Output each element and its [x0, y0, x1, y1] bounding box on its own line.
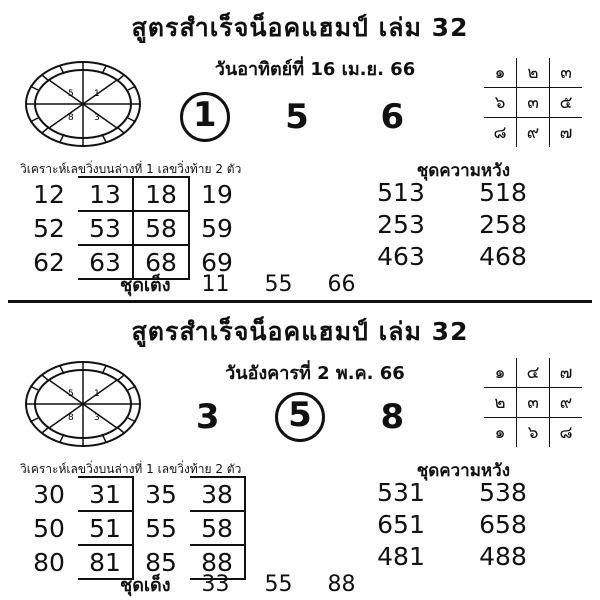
svg-text:8: 8 — [68, 413, 74, 423]
thai-numeral-cell: ๕ — [550, 88, 583, 118]
thai-numeral-cell: ๗ — [550, 118, 583, 148]
thai-numeral-cell: ๖ — [484, 88, 517, 118]
number-cell-highlighted: 18 — [133, 177, 189, 211]
triple-cell: 513 — [377, 177, 425, 207]
triple-cell: 468 — [479, 241, 527, 271]
number-cell: 50 — [33, 513, 65, 543]
number-cell: 80 — [33, 547, 65, 577]
number-cell: 55 — [145, 513, 177, 543]
wheel-emblem — [22, 358, 144, 450]
thai-numeral-cell: ๙ — [517, 118, 550, 148]
triple-cell: 463 — [377, 241, 425, 271]
hope-set-header: ชุดความหวัง — [416, 161, 510, 181]
table-row — [21, 177, 245, 211]
thai-numeral-cell: ๖ — [517, 418, 550, 448]
draw-date: วันอาทิตย์ที่ 16 เม.ย. 66 — [214, 59, 416, 80]
main-digits-row — [160, 92, 440, 142]
main-digit-2: 5 — [285, 97, 309, 137]
thai-numeral-cell: ๘ — [484, 118, 517, 148]
triple-cell: 651 — [377, 509, 425, 539]
table-row — [350, 508, 554, 540]
number-cell-highlighted: 13 — [77, 177, 133, 211]
thai-numeral-cell: ๗ — [550, 358, 583, 388]
triple-cell: 258 — [479, 209, 527, 239]
footer-number: 55 — [264, 572, 293, 597]
number-cell-highlighted: 88 — [189, 545, 245, 579]
panel-bottom — [0, 300, 600, 600]
footer-number: 66 — [327, 272, 356, 297]
number-cell: 19 — [201, 179, 233, 209]
svg-text:8: 8 — [68, 113, 74, 123]
svg-text:1: 1 — [94, 389, 100, 399]
number-cell-highlighted: 81 — [77, 545, 133, 579]
thai-numeral-cell: ๘ — [550, 418, 583, 448]
number-cell: 59 — [201, 213, 233, 243]
svg-text:1: 1 — [94, 89, 100, 99]
table-row — [484, 388, 582, 418]
table-row — [484, 88, 582, 118]
thai-numeral-cell: ๒ — [517, 58, 550, 88]
table-row — [350, 240, 554, 272]
draw-date: วันอังคารที่ 2 พ.ค. 66 — [225, 363, 405, 384]
main-digit-3: 8 — [380, 397, 405, 437]
wheel-emblem — [22, 58, 144, 150]
svg-text:3: 3 — [94, 113, 100, 123]
number-cell-highlighted: 68 — [133, 245, 189, 279]
number-cell: 69 — [201, 247, 233, 277]
footer-set — [120, 270, 370, 299]
number-cell: 52 — [33, 213, 65, 243]
thai-numeral-grid — [484, 58, 582, 147]
thai-numeral-cell: ๔ — [517, 358, 550, 388]
triple-cell: 518 — [479, 177, 527, 207]
number-cell-highlighted: 53 — [77, 211, 133, 245]
table-row — [484, 118, 582, 148]
footer-label: ชุดเด็ง — [120, 575, 171, 596]
triple-cell: 531 — [377, 477, 425, 507]
svg-text:3: 3 — [94, 413, 100, 423]
triple-cell: 481 — [377, 541, 425, 571]
number-cell: 85 — [145, 547, 177, 577]
table-row — [350, 176, 554, 208]
footer-number: 33 — [201, 572, 230, 597]
footer-number: 55 — [264, 272, 293, 297]
number-cell-highlighted: 58 — [133, 211, 189, 245]
svg-text:5: 5 — [68, 89, 74, 99]
table-row — [21, 477, 245, 511]
footer-number: 11 — [201, 272, 230, 297]
three-digit-pairs — [350, 476, 554, 572]
number-cell-highlighted: 63 — [77, 245, 133, 279]
table-row — [21, 211, 245, 245]
thai-numeral-grid — [484, 358, 582, 447]
number-cell-highlighted: 58 — [189, 511, 245, 545]
triple-cell: 658 — [479, 509, 527, 539]
main-digit-1: 3 — [195, 397, 220, 437]
page-title: สูตรสำเร็จน็อคแฮมป์ เล่ม 32 — [131, 317, 469, 346]
triple-cell: 488 — [479, 541, 527, 571]
thai-numeral-cell: ๓ — [550, 58, 583, 88]
table-row — [21, 511, 245, 545]
table-row — [484, 418, 582, 448]
thai-numeral-cell: ๒ — [484, 388, 517, 418]
table-row — [350, 208, 554, 240]
number-cell-highlighted: 51 — [77, 511, 133, 545]
two-digit-grid — [20, 176, 246, 280]
analysis-note: วิเคราะห์เลขวิ่งบนล่างที่ 1 เลขวิ่งท้าย 2 ตัว — [20, 162, 242, 176]
table-row — [350, 476, 554, 508]
main-digits-row — [160, 392, 440, 442]
footer-set — [120, 570, 370, 599]
footer-label: ชุดเต็ง — [120, 275, 171, 296]
thai-numeral-cell: ๓ — [517, 88, 550, 118]
main-digit-1: 1 — [180, 92, 230, 142]
table-row — [350, 540, 554, 572]
number-cell: 35 — [145, 479, 177, 509]
analysis-note: วิเคราะห์เลขวิ่งบนล่างที่ 1 เลขวิ่งท้าย 2 ตัว — [20, 462, 242, 476]
footer-number: 88 — [327, 572, 356, 597]
number-cell: 30 — [33, 479, 65, 509]
svg-text:5: 5 — [68, 389, 74, 399]
number-cell-highlighted: 31 — [77, 477, 133, 511]
triple-cell: 253 — [377, 209, 425, 239]
number-cell-highlighted: 38 — [189, 477, 245, 511]
triple-cell: 538 — [479, 477, 527, 507]
main-digit-2: 5 — [275, 392, 325, 442]
three-digit-pairs — [350, 176, 554, 272]
thai-numeral-cell: ๑ — [484, 58, 517, 88]
table-row — [484, 358, 582, 388]
page-title: สูตรสำเร็จน็อคแฮมป์ เล่ม 32 — [131, 13, 469, 42]
number-cell: 62 — [33, 247, 65, 277]
thai-numeral-cell: ๓ — [517, 388, 550, 418]
main-digit-3: 6 — [380, 97, 405, 137]
thai-numeral-cell: ๑ — [484, 358, 517, 388]
number-cell: 12 — [33, 179, 65, 209]
hope-set-header: ชุดความหวัง — [416, 461, 510, 481]
table-row — [484, 58, 582, 88]
thai-numeral-cell: ๙ — [550, 388, 583, 418]
thai-numeral-cell: ๑ — [484, 418, 517, 448]
two-digit-grid — [20, 476, 246, 580]
